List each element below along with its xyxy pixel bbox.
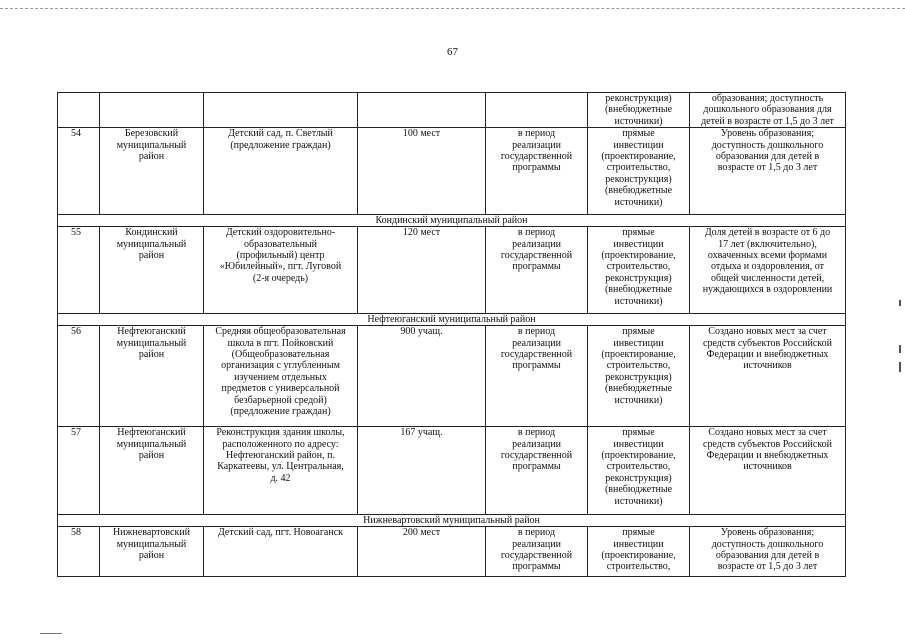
capacity-cell: 200 мест <box>358 527 486 577</box>
object-cell: Реконструкция здания школы, расположенного по адресу: Нефтеюганский район, п. Каркатеевы, ул. Центральная, д. 42 <box>204 427 358 515</box>
financing-cell: прямые инвестиции (проектирование, строительство, реконструкция) (внебюджетные источники) <box>588 227 690 314</box>
indicator-cell: Создано новых мест за счет средств субъектов Российской Федерации и внебюджетных источников <box>690 326 846 427</box>
object-cell: Детский оздоровительно- образовательный (профильный) центр «Юбилейный», пгт. Луговой (2-я очередь) <box>204 227 358 314</box>
indicator-cell: Создано новых мест за счет средств субъектов Российской Федерации и внебюджетных источников <box>690 427 846 515</box>
period-cell: в период реализации государственной программы <box>486 427 588 515</box>
table-row <box>58 527 846 577</box>
indicator-cell: Уровень образования; доступность дошкольного образования для детей в возрасте от 1,5 до 3 лет <box>690 527 846 577</box>
scan-top-edge <box>0 8 905 9</box>
indicator-cell: Доля детей в возрасте от 6 до 17 лет (включительно), охваченных всеми формами отдыха и оздоровления, от общей численности детей, нуждающихся в оздоровлении <box>690 227 846 314</box>
indicator-cell: образования; доступность дошкольного образования для детей в возрасте от 1,5 до 3 лет <box>690 93 846 128</box>
district-cell: Нефтеюганский муниципальный район <box>100 427 204 515</box>
row-number: 58 <box>58 527 100 577</box>
district-cell: Кондинский муниципальный район <box>100 227 204 314</box>
financing-cell: прямые инвестиции (проектирование, строительство, реконструкция) (внебюджетные источники) <box>588 427 690 515</box>
scan-bottom-mark <box>40 633 62 634</box>
object-cell: Средняя общеобразовательная школа в пгт. Пойковский (Общеобразовательная организация с углубленным изучением отдельных предметов с универсальной безбарьерной средой) (предложение граждан) <box>204 326 358 427</box>
page-number: 67 <box>447 46 458 58</box>
row-number: 54 <box>58 128 100 215</box>
document-table <box>57 92 846 577</box>
financing-cell: прямые инвестиции (проектирование, строительство, <box>588 527 690 577</box>
object-cell: Детский сад, пгт. Новоаганск <box>204 527 358 577</box>
table-row <box>58 326 846 427</box>
table-row <box>58 128 846 215</box>
section-title <box>58 515 846 527</box>
financing-cell: реконструкция) (внебюджетные источники) <box>588 93 690 128</box>
scan-edge-mark <box>899 362 901 372</box>
indicator-cell: Уровень образования; доступность дошкольного образования для детей в возрасте от 1,5 до 3 лет <box>690 128 846 215</box>
capacity-cell <box>358 93 486 128</box>
row-number <box>58 93 100 128</box>
section-title-text: Нижневартовский муниципальный район <box>363 515 540 527</box>
district-cell: Нижневартовский муниципальный район <box>100 527 204 577</box>
section-title-text: Кондинский муниципальный район <box>375 215 528 227</box>
financing-cell: прямые инвестиции (проектирование, строительство, реконструкция) (внебюджетные источники) <box>588 326 690 427</box>
row-number: 57 <box>58 427 100 515</box>
period-cell: в период реализации государственной программы <box>486 326 588 427</box>
scan-edge-mark <box>899 345 901 353</box>
capacity-cell: 120 мест <box>358 227 486 314</box>
table-row <box>58 227 846 314</box>
capacity-cell: 900 учащ. <box>358 326 486 427</box>
capacity-cell: 100 мест <box>358 128 486 215</box>
section-title <box>58 215 846 227</box>
period-cell: в период реализации государственной программы <box>486 227 588 314</box>
capacity-cell: 167 учащ. <box>358 427 486 515</box>
district-cell: Березовский муниципальный район <box>100 128 204 215</box>
table-row <box>58 427 846 515</box>
row-number: 55 <box>58 227 100 314</box>
scan-edge-mark <box>899 300 901 306</box>
row-number: 56 <box>58 326 100 427</box>
financing-cell: прямые инвестиции (проектирование, строительство, реконструкция) (внебюджетные источники) <box>588 128 690 215</box>
district-cell: Нефтеюганский муниципальный район <box>100 326 204 427</box>
object-cell: Детский сад, п. Светлый (предложение граждан) <box>204 128 358 215</box>
section-title <box>58 314 846 326</box>
table-row <box>58 93 846 128</box>
period-cell <box>486 93 588 128</box>
object-cell <box>204 93 358 128</box>
district-cell <box>100 93 204 128</box>
section-row <box>58 515 846 527</box>
period-cell: в период реализации государственной программы <box>486 527 588 577</box>
section-title-text: Нефтеюганский муниципальный район <box>367 314 536 326</box>
period-cell: в период реализации государственной программы <box>486 128 588 215</box>
section-row <box>58 215 846 227</box>
section-row <box>58 314 846 326</box>
